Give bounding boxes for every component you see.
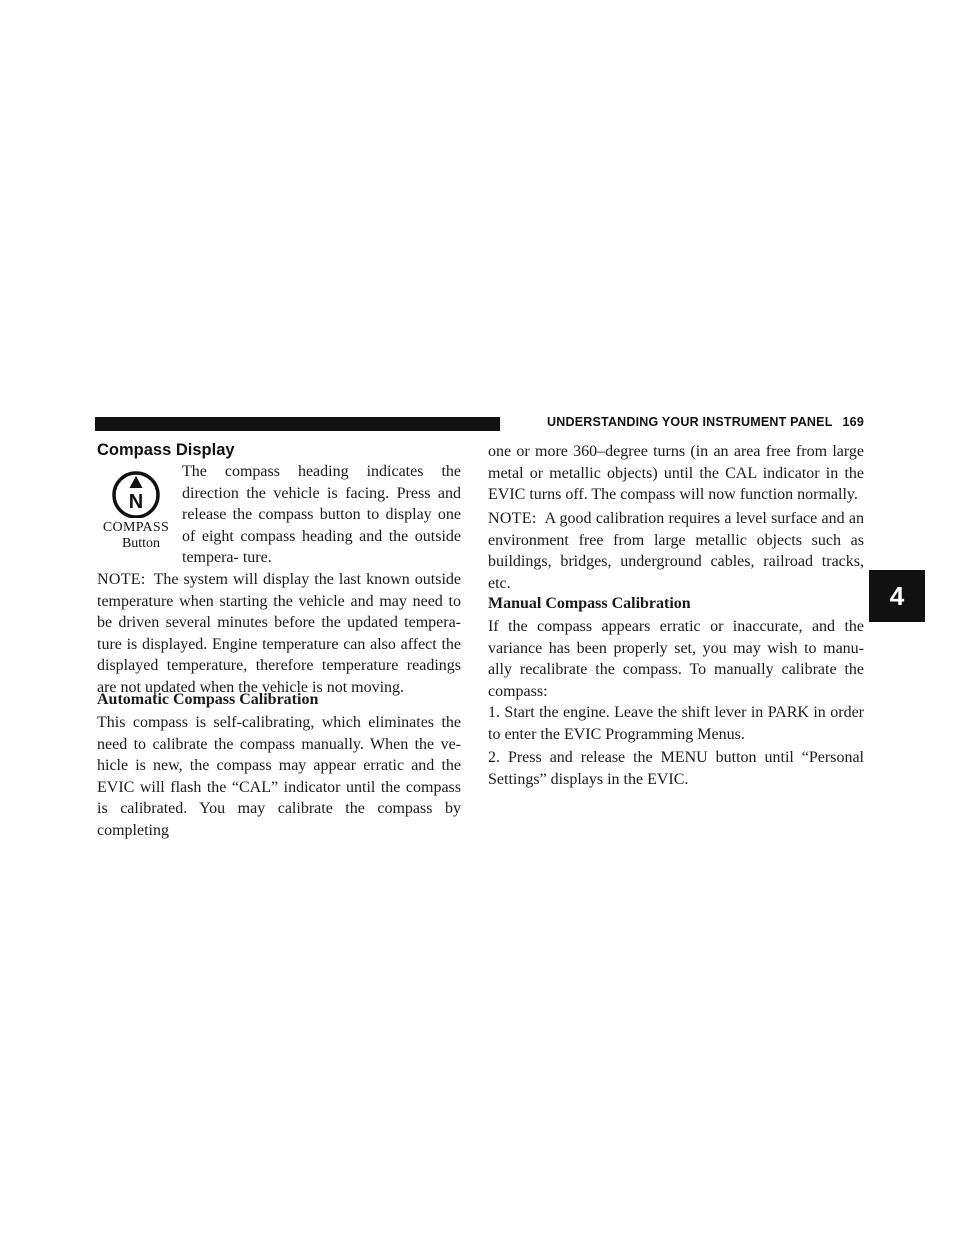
continuation-paragraph: one or more 360–degree turns (in an area free from large metal or metallic objects) until the CAL indicator in the EVIC turns off. The compass will now function normally. [488, 443, 864, 503]
note-text: A good calibration requires a level surface and an environment free from large metallic objects such as buildings, bridges, underground cables, railroad tracks, etc. [488, 510, 864, 592]
compass-label-line2: Button [121, 536, 161, 551]
note-label: NOTE: [488, 510, 537, 527]
step-2: 2. Press and release the MENU button until “Personal Settings” displays in the EVIC. [488, 749, 864, 788]
chapter-tab: 4 [869, 570, 925, 622]
page-number: 169 [842, 415, 864, 429]
section-title: Compass Display [97, 441, 235, 459]
intro-paragraph: The compass heading indicates the direction the vehicle is facing. Press and release the compass button to display one of eight compass heading and the outside tempera- ture. [182, 463, 461, 566]
note-label: NOTE: [97, 571, 146, 588]
header-bar [95, 417, 500, 431]
note-paragraph-1 [97, 569, 461, 698]
step-1: 1. Start the engine. Leave the shift lever in PARK in order to enter the EVIC Programming Menus. [488, 704, 864, 743]
header-section-title: UNDERSTANDING YOUR INSTRUMENT PANEL [547, 415, 833, 429]
auto-calibration-paragraph: This compass is self-calibrating, which eliminates the need to calibrate the compass manually. When the ve- hicle is new, the compass may appear erratic and the EVIC will flash the “CAL” indicator until the compass is calibrated. You may calibrate the compass by completing [97, 714, 461, 839]
compass-label-line1: COMPASS [102, 520, 170, 535]
manual-calibration-heading: Manual Compass Calibration [488, 595, 691, 612]
note-paragraph-2 [488, 508, 864, 594]
manual-calibration-paragraph: If the compass appears erratic or inaccurate, and the variance has been properly set, you may wish to manu- ally recalibrate the compass. To manually calibrate the compass: [488, 618, 864, 700]
compass-n-icon [110, 470, 162, 518]
note-text: The system will display the last known outside temperature when starting the vehicle and may need to be driven several minutes before the updated tempera- ture is displayed. Engine temperature can also affect the displayed temperature, therefore temperature readings are not updated when the vehicle is not moving. [97, 571, 461, 696]
compass-letter: N [128, 491, 144, 513]
auto-calibration-heading: Automatic Compass Calibration [97, 691, 319, 708]
compass-figure [97, 470, 175, 556]
running-header [547, 415, 864, 429]
